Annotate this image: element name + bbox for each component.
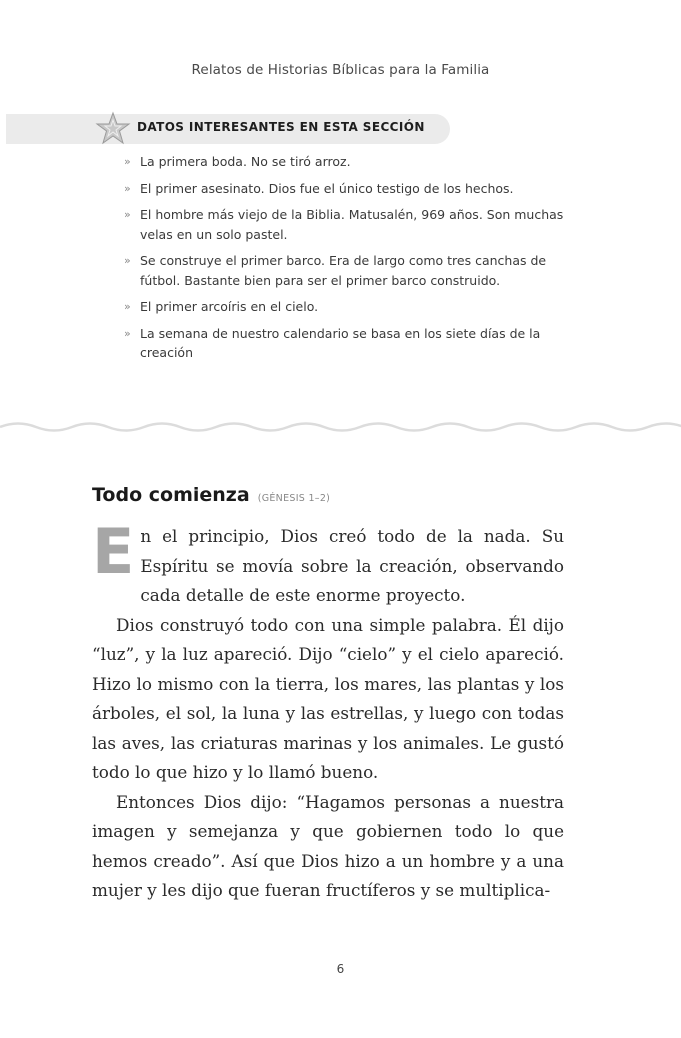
section-heading	[92, 484, 330, 506]
body-text	[92, 515, 564, 906]
page-number: 6	[336, 962, 345, 976]
fact-item: » La primera boda. No se tiró arroz.	[124, 152, 574, 172]
scripture-reference: (GÉNESIS 1–2)	[257, 493, 331, 504]
bullet-icon: »	[124, 208, 131, 221]
bullet-icon: »	[124, 181, 131, 195]
running-head: Relatos de Historias Bíblicas para la Familia	[191, 62, 490, 78]
fact-item: » La semana de nuestro calendario se basa en los siete días de la creación	[124, 325, 541, 360]
bullet-icon: »	[124, 326, 131, 340]
facts-title: DATOS INTERESANTES EN ESTA SECCIÓN	[137, 120, 425, 134]
fact-item: » Se construye el primer barco. Era de largo como tres canchas de fútbol. Bastante bien para ser el primer barco construido.	[124, 253, 547, 288]
fact-item: » El primer asesinato. Dios fue el único testigo de los hechos.	[124, 179, 574, 199]
paragraph: Entonces Dios dijo: “Hagamos personas a nuestra imagen y semejanza y que gobiernen todo lo que hemos creado”. Así que Dios hizo a un hombre y a una mujer y les dijo que fueran fructíferos y se multiplica-	[92, 791, 564, 900]
section-title: Todo comienza	[92, 484, 250, 506]
drop-cap: E	[92, 515, 135, 588]
paragraph: Dios construyó todo con una simple palabra. Él dijo “luz”, y la luz apareció. Dijo “cielo” y el cielo apareció. Hizo lo mismo con la tierra, los mares, las plantas y los árboles, el sol, la luna y las estrellas, y luego con todas las aves, las criaturas marinas y los animales. Le gustó todo lo que hizo y lo llamó bueno.	[92, 614, 564, 782]
star-icon	[95, 111, 131, 147]
wavy-divider	[0, 418, 681, 434]
bullet-icon: »	[124, 155, 131, 168]
bullet-icon: »	[124, 300, 131, 313]
fact-item: » El primer arcoíris en el cielo.	[124, 297, 574, 317]
bullet-icon: »	[124, 254, 131, 267]
paragraph: n el principio, Dios creó todo de la nada. Su Espíritu se movía sobre la creación, observando cada detalle de este enorme proyecto.	[140, 526, 564, 605]
fact-item: » El hombre más viejo de la Biblia. Matusalén, 969 años. Son muchas velas en un solo pastel.	[124, 207, 564, 242]
facts-list	[124, 152, 574, 370]
